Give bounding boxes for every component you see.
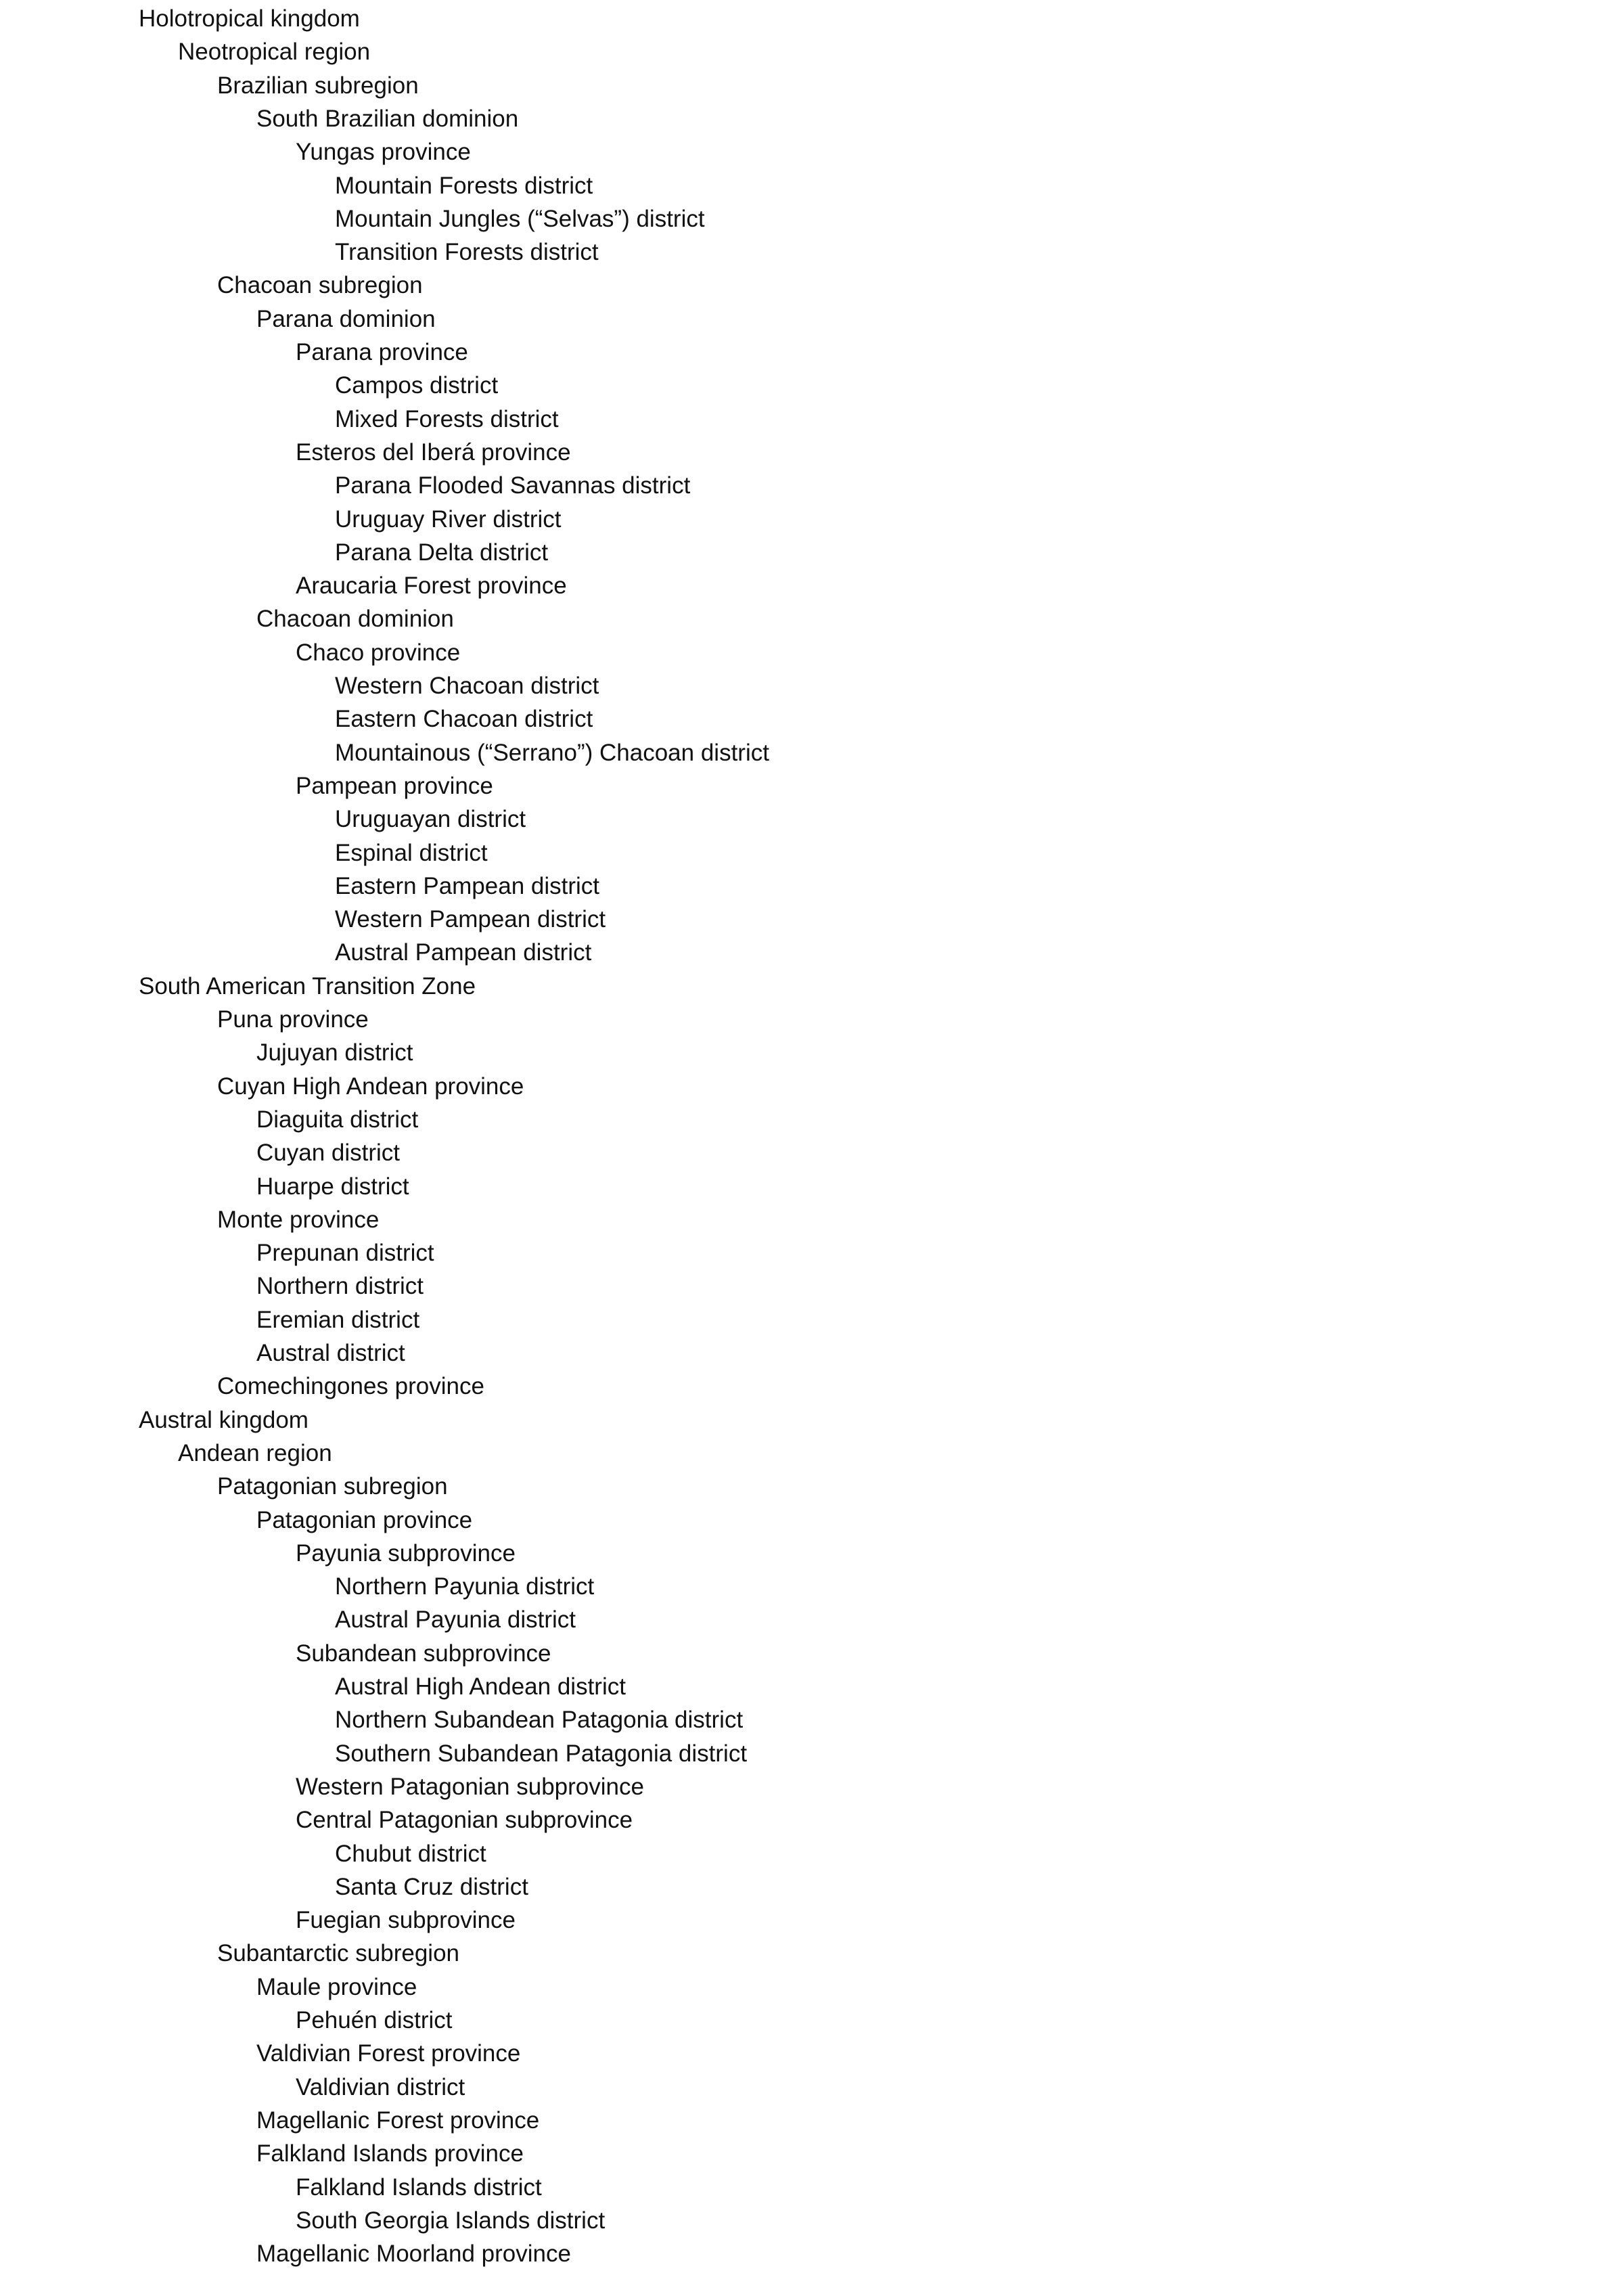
outline-entry: Central Patagonian subprovince — [296, 1807, 633, 1833]
outline-entry: Eastern Chacoan district — [335, 706, 593, 732]
outline-entry: Valdivian district — [296, 2074, 465, 2100]
outline-entry: Mountainous (“Serrano”) Chacoan district — [335, 740, 769, 766]
outline-entry: Monte province — [217, 1207, 380, 1233]
outline-entry: Jujuyan district — [256, 1039, 413, 1066]
outline-entry: Yungas province — [296, 139, 471, 165]
outline-entry: Cuyan district — [256, 1140, 401, 1166]
outline-entry: Uruguayan district — [335, 806, 526, 832]
outline-entry: Mountain Forests district — [335, 173, 593, 199]
outline-entry: Valdivian Forest province — [256, 2040, 521, 2067]
outline-entry: Patagonian subregion — [217, 1473, 448, 1500]
outline-entry: Pampean province — [296, 773, 493, 799]
outline-entry: Huarpe district — [256, 1173, 409, 1200]
outline-entry: Austral district — [256, 1340, 405, 1366]
outline-entry: South Brazilian dominion — [256, 106, 519, 132]
outline-entry: Magellanic Moorland province — [256, 2241, 571, 2267]
outline-entry: Araucaria Forest province — [296, 572, 567, 599]
outline-entry: Cuyan High Andean province — [217, 1073, 524, 1100]
outline-entry: Western Pampean district — [335, 906, 606, 932]
outline-entry: Payunia subprovince — [296, 1540, 516, 1567]
outline-entry: Pehuén district — [296, 2007, 453, 2033]
outline-entry: Mountain Jungles (“Selvas”) district — [335, 206, 705, 232]
outline-entry: Santa Cruz district — [335, 1874, 528, 1900]
outline-entry: Espinal district — [335, 840, 488, 866]
outline-entry: Western Patagonian subprovince — [296, 1774, 644, 1800]
outline-entry: Campos district — [335, 372, 499, 399]
outline-entry: Austral Pampean district — [335, 939, 592, 966]
outline-entry: Chacoan subregion — [217, 272, 423, 298]
outline-entry: Magellanic Forest province — [256, 2107, 540, 2134]
outline-entry: Diaguita district — [256, 1106, 419, 1133]
outline-entry: Chubut district — [335, 1841, 486, 1867]
outline-entry: Chacoan dominion — [256, 606, 454, 632]
outline-entry: Austral High Andean district — [335, 1673, 626, 1700]
outline-entry: Fuegian subprovince — [296, 1907, 516, 1933]
outline-entry: Holotropical kingdom — [139, 5, 360, 32]
outline-entry: Mixed Forests district — [335, 406, 559, 432]
outline-entry: Southern Subandean Patagonia district — [335, 1740, 748, 1767]
outline-entry: Parana province — [296, 339, 468, 365]
outline-entry: Maule province — [256, 1974, 417, 2000]
outline-entry: Transition Forests district — [335, 239, 599, 265]
outline-entry: Western Chacoan district — [335, 673, 599, 699]
outline-entry: Andean region — [178, 1440, 332, 1466]
outline-entry: Eastern Pampean district — [335, 873, 600, 899]
outline-entry: Uruguay River district — [335, 506, 562, 533]
outline-entry: Falkland Islands district — [296, 2174, 542, 2201]
outline-entry: Patagonian province — [256, 1507, 473, 1533]
outline-entry: Subantarctic subregion — [217, 1940, 459, 1966]
outline-entry: Chaco province — [296, 639, 461, 666]
outline-entry: Northern Payunia district — [335, 1573, 595, 1600]
outline-entry: Brazilian subregion — [217, 72, 419, 99]
outline-entry: Comechingones province — [217, 1373, 484, 1399]
outline-entry: South Georgia Islands district — [296, 2207, 606, 2234]
outline-entry: Subandean subprovince — [296, 1640, 551, 1667]
outline-entry: Eremian district — [256, 1307, 420, 1333]
outline-entry: Austral Payunia district — [335, 1606, 576, 1633]
outline-entry: Parana Flooded Savannas district — [335, 472, 691, 499]
outline-entry: Falkland Islands province — [256, 2140, 524, 2167]
outline-entry: Parana Delta district — [335, 539, 549, 566]
outline-entry: Neotropical region — [178, 39, 371, 65]
outline-entry: Prepunan district — [256, 1240, 434, 1266]
outline-entry: Parana dominion — [256, 306, 436, 332]
outline-entry: Northern Subandean Patagonia district — [335, 1707, 744, 1733]
outline-entry: Esteros del Iberá province — [296, 439, 571, 466]
outline-entry: South American Transition Zone — [139, 973, 476, 999]
outline-entry: Northern district — [256, 1273, 424, 1299]
outline-entry: Austral kingdom — [139, 1407, 309, 1433]
outline-entry: Puna province — [217, 1006, 369, 1033]
